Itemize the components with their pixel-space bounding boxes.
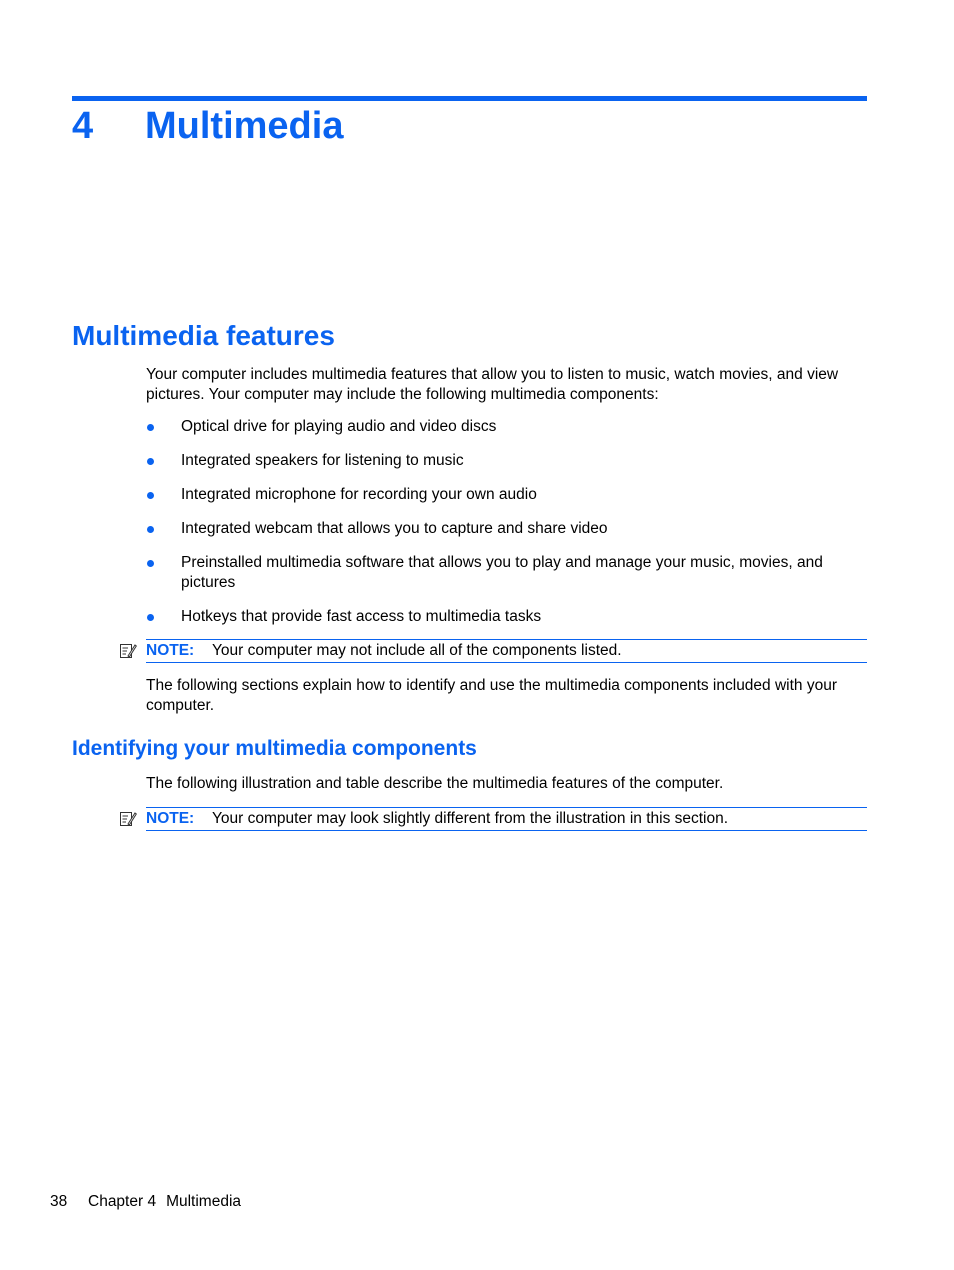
- subsection-intro: The following illustration and table describe the multimedia features of the computer.: [146, 775, 724, 792]
- list-item-text: Optical drive for playing audio and video discs: [181, 418, 497, 435]
- list-item: [146, 485, 868, 505]
- list-item-text: Hotkeys that provide fast access to multimedia tasks: [181, 608, 542, 625]
- chapter-number: 4: [72, 105, 94, 147]
- note-text: Your computer may look slightly different from the illustration in this section.: [212, 810, 729, 827]
- note-components: [119, 639, 867, 663]
- bullet-dot-icon: [147, 614, 154, 621]
- bullet-dot-icon: [147, 560, 154, 567]
- section-title: Multimedia features: [72, 320, 335, 351]
- note-pencil-icon: [119, 810, 137, 828]
- list-item-text: Integrated webcam that allows you to capture and share video: [181, 520, 608, 537]
- section-intro: Your computer includes multimedia features that allow you to listen to music, watch movies, and view pictures. Your computer may include the following multimedia components:: [146, 366, 839, 403]
- list-item-text: Integrated microphone for recording your own audio: [181, 486, 537, 503]
- list-item-text: Integrated speakers for listening to music: [181, 452, 464, 469]
- note-label: NOTE:: [146, 642, 195, 659]
- list-item: [146, 519, 868, 539]
- list-item: [146, 553, 868, 593]
- list-item: [146, 451, 868, 471]
- section-followup: The following sections explain how to identify and use the multimedia components included with your computer.: [146, 677, 837, 714]
- page-footer: [50, 1192, 241, 1212]
- note-text: Your computer may not include all of the components listed.: [212, 642, 622, 659]
- list-item-text: Preinstalled multimedia software that allows you to play and manage your music, movies, and pictures: [181, 554, 823, 591]
- note-box: [146, 807, 867, 831]
- subsection-title: Identifying your multimedia components: [72, 737, 477, 760]
- note-box: [146, 639, 867, 663]
- bullet-dot-icon: [147, 526, 154, 533]
- note-label: NOTE:: [146, 810, 195, 827]
- note-illustration: [119, 807, 867, 831]
- footer-chapter-label: Chapter 4: [88, 1193, 157, 1210]
- list-item: [146, 607, 868, 627]
- chapter-rule: [72, 96, 867, 101]
- chapter-title: Multimedia: [145, 105, 344, 147]
- page-number: 38: [50, 1193, 68, 1210]
- features-list: [146, 417, 868, 641]
- note-pencil-icon: [119, 642, 137, 660]
- bullet-dot-icon: [147, 424, 154, 431]
- bullet-dot-icon: [147, 492, 154, 499]
- list-item: [146, 417, 868, 437]
- chapter-heading: [72, 102, 343, 150]
- bullet-dot-icon: [147, 458, 154, 465]
- footer-chapter-title: Multimedia: [166, 1193, 242, 1210]
